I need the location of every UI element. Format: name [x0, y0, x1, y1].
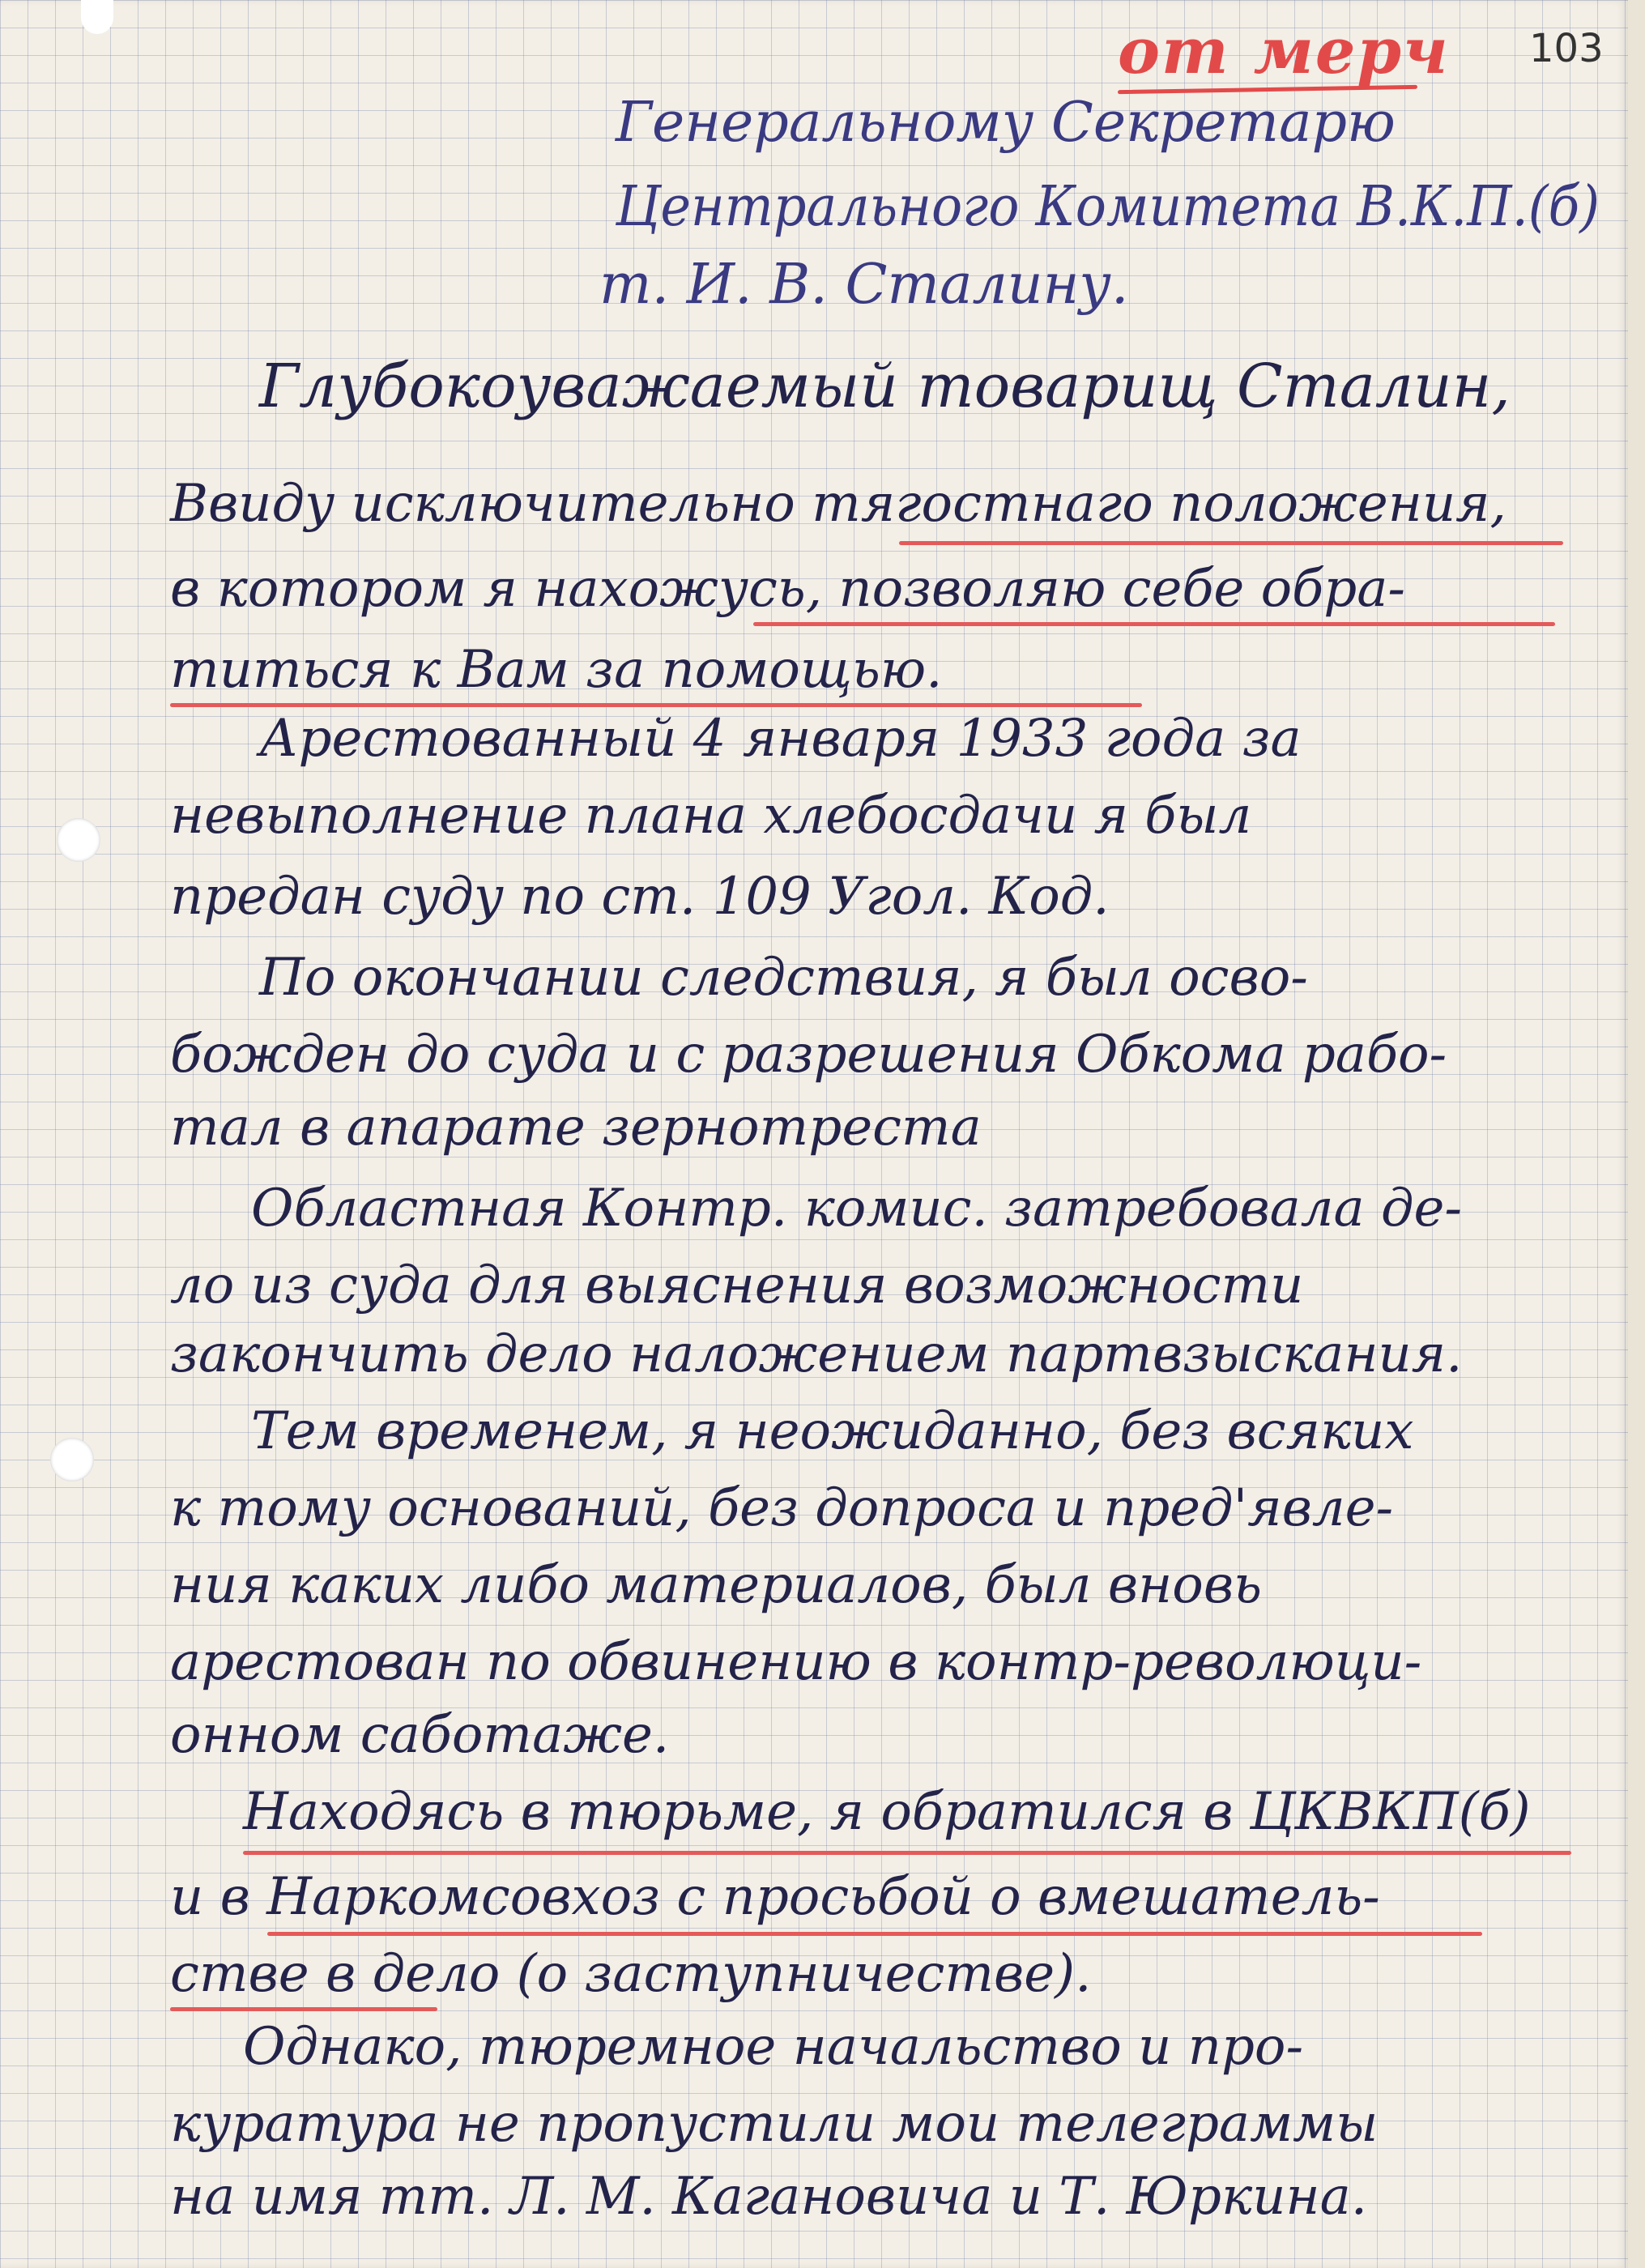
punch-hole-upper: [57, 818, 100, 862]
letter-line: титься к Вам за помощью.: [170, 640, 943, 700]
red-underline-mark: [899, 541, 1563, 545]
letter-line: предан суду по ст. 109 Угол. Код.: [170, 867, 1110, 927]
red-underline-mark: [170, 703, 1142, 707]
red-underline-mark: [170, 2007, 437, 2011]
letter-line: Арестованный 4 января 1933 года за: [259, 709, 1302, 769]
address-line: т. И. В. Сталину.: [599, 253, 1129, 317]
address-line: Центрального Комитета В.К.П.(б): [616, 175, 1600, 239]
letter-line: в котором я нахожусь, позволяю себе обра-: [170, 559, 1405, 619]
red-pencil-annotation: от мерч: [1118, 15, 1450, 88]
punch-hole-lower: [50, 1438, 94, 1481]
letter-line: ло из суда для выяснения возможности: [170, 1256, 1304, 1315]
letter-line: ния каких либо материалов, был вновь: [170, 1555, 1262, 1615]
letter-line: Однако, тюремное начальство и про-: [243, 2017, 1304, 2077]
letter-line: Находясь в тюрьме, я обратился в ЦКВКП(б): [243, 1782, 1531, 1842]
letter-line: стве в дело (о заступничестве).: [170, 1944, 1092, 2004]
letter-line: Тем временем, я неожиданно, без всяких: [251, 1401, 1414, 1461]
letter-line: арестован по обвинению в контр-революци-: [170, 1632, 1422, 1692]
red-underline-mark: [753, 622, 1555, 626]
torn-hole-top: [81, 0, 113, 34]
letter-line: к тому оснований, без допроса и пред'явле-: [170, 1478, 1394, 1538]
letter-line: и в Наркомсовхоз с просьбой о вмешатель-: [170, 1867, 1380, 1927]
letter-line: Областная Контр. комис. затребовала де-: [251, 1179, 1463, 1238]
red-underline-mark: [267, 1932, 1482, 1936]
archive-page-number: 103: [1529, 26, 1604, 71]
letter-line: закончить дело наложением партвзыскания.: [170, 1324, 1463, 1384]
address-line: Генеральному Секретарю: [616, 91, 1396, 155]
salutation: Глубокоуважаемый товарищ Сталин,: [259, 352, 1511, 421]
letter-line: невыполнение плана хлебосдачи я был: [170, 786, 1252, 846]
letter-line: Ввиду исключительно тягостнаго положения,: [170, 474, 1506, 534]
letter-line: онном саботаже.: [170, 1705, 670, 1765]
letter-line: куратура не пропустили мои телеграммы: [170, 2094, 1379, 2154]
red-underline-mark: [243, 1851, 1571, 1855]
letter-line: тал в апарате зернотреста: [170, 1098, 982, 1157]
letter-line: По окончании следствия, я был осво-: [259, 948, 1308, 1008]
letter-line: божден до суда и с разрешения Обкома рабо-: [170, 1025, 1447, 1085]
letter-line: на имя тт. Л. М. Кагановича и Т. Юркина.: [170, 2167, 1368, 2227]
